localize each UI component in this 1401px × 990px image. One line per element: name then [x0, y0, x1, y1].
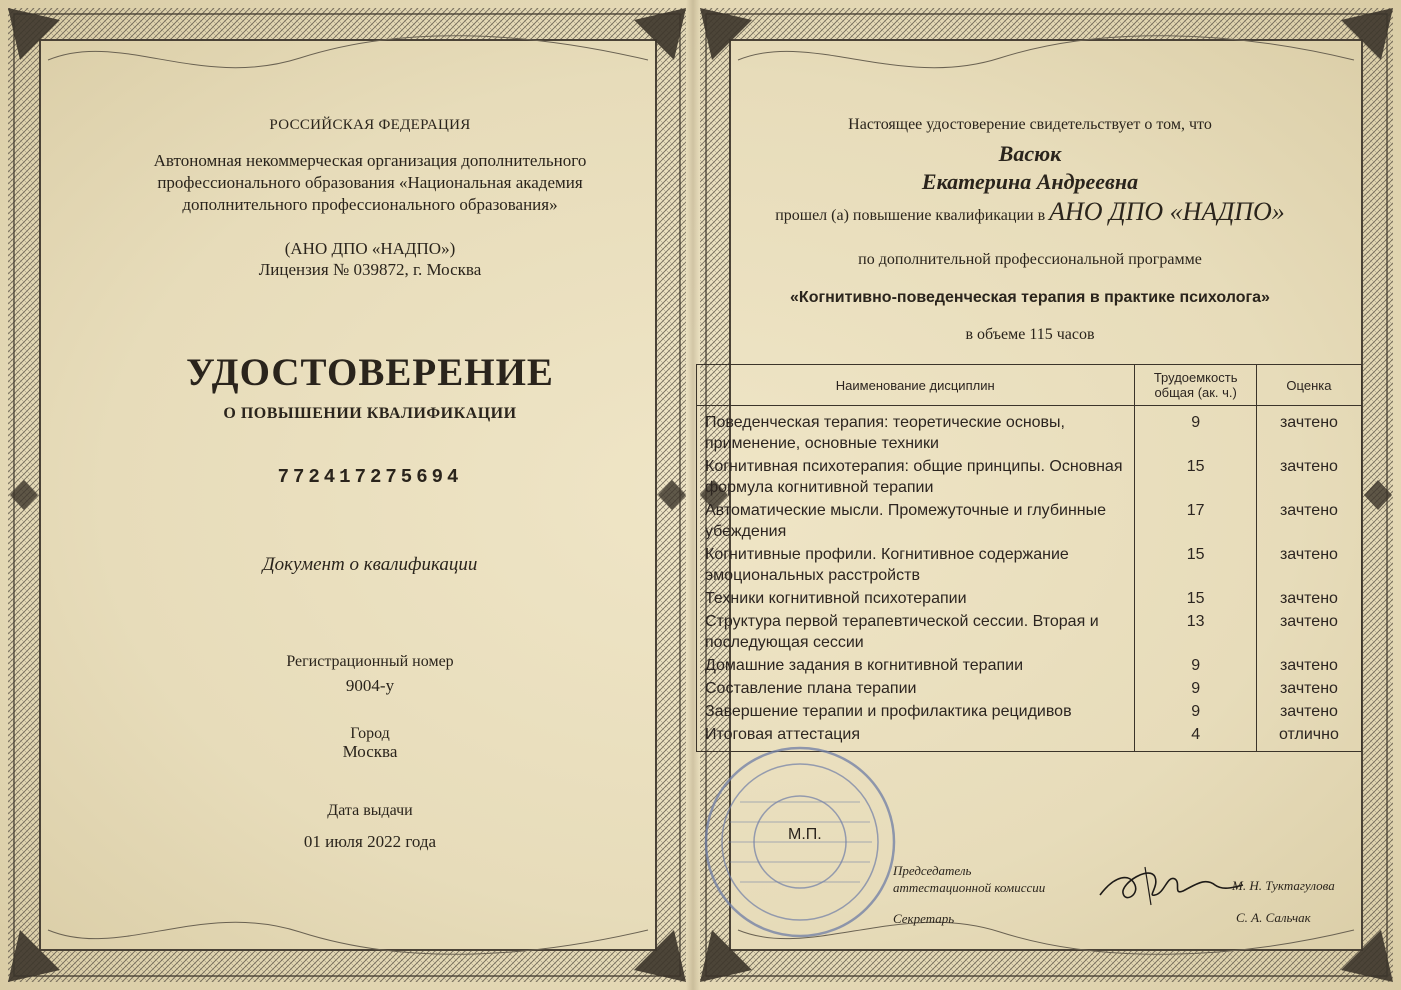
discipline-hours: 9 [1135, 677, 1256, 700]
discipline-hours: 9 [1135, 406, 1256, 456]
discipline-hours: 4 [1135, 723, 1256, 752]
recipient-name [700, 140, 1360, 196]
discipline-grade: зачтено [1256, 677, 1361, 700]
discipline-hours: 15 [1135, 543, 1256, 587]
discipline-name: Завершение терапии и профилактика рецидивов [697, 700, 1135, 723]
chair-label-line-1: Председатель [893, 863, 972, 878]
discipline-hours: 9 [1135, 700, 1256, 723]
issue-date-value: 01 июля 2022 года [303, 832, 437, 851]
organization-line-2: профессионального образования «Национальная академия [157, 173, 583, 192]
discipline-grade: зачтено [1256, 455, 1361, 499]
recipient-given-names: Екатерина Андреевна [921, 169, 1139, 194]
discipline-grade: зачтено [1256, 499, 1361, 543]
organization-line-3: дополнительного профессионального образования» [182, 195, 558, 214]
recipient-surname: Васюк [998, 141, 1062, 166]
header-hours: Трудоемкость общая (ак. ч.) [1135, 365, 1256, 406]
discipline-hours: 17 [1135, 499, 1256, 543]
registration-number-label: Регистрационный номер [286, 653, 454, 670]
certificate-intro: Настоящее удостоверение свидетельствует о том, что [848, 116, 1212, 133]
registration-number-value: 9004-у [345, 676, 395, 695]
discipline-hours: 15 [1135, 587, 1256, 610]
table-row [697, 654, 1362, 677]
discipline-name: Поведенческая терапия: теоретические основы, применение, основные техники [697, 406, 1135, 456]
discipline-name: Техники когнитивной психотерапии [697, 587, 1135, 610]
header-discipline: Наименование дисциплин [697, 365, 1135, 406]
table-row [697, 499, 1362, 543]
secretary-label: Секретарь [893, 911, 955, 926]
discipline-name: Структура первой терапевтической сессии. Вторая и последующая сессии [697, 610, 1135, 654]
program-name: «Когнитивно-поведенческая терапия в практике психолога» [790, 289, 1270, 306]
table-row [697, 587, 1362, 610]
discipline-grade: зачтено [1256, 406, 1361, 456]
discipline-grade: зачтено [1256, 587, 1361, 610]
discipline-hours: 13 [1135, 610, 1256, 654]
discipline-name: Итоговая аттестация [697, 723, 1135, 752]
discipline-grade: зачтено [1256, 700, 1361, 723]
table-row [697, 406, 1362, 456]
completion-text: прошел (а) повышение квалификации в [775, 207, 1046, 224]
certificate-number: 772417275694 [277, 466, 463, 488]
city-label: Город [350, 725, 390, 742]
document-title: УДОСТОВЕРЕНИЕ [186, 351, 554, 394]
issue-date-label: Дата выдачи [327, 802, 413, 819]
discipline-hours: 15 [1135, 455, 1256, 499]
chair-signature [1095, 855, 1245, 915]
table-header-row [697, 365, 1362, 406]
discipline-name: Когнитивная психотерапия: общие принципы. Основная формула когнитивной терапии [697, 455, 1135, 499]
table-row [697, 455, 1362, 499]
table-row [697, 610, 1362, 654]
document-type: Документ о квалификации [262, 554, 478, 575]
chair-label [893, 862, 1045, 896]
stamp-place-label: М.П. [788, 826, 822, 843]
abbreviation-text: (АНО ДПО «НАДПО») [284, 239, 456, 258]
discipline-grade: зачтено [1256, 654, 1361, 677]
program-label: по дополнительной профессиональной программе [858, 251, 1202, 268]
secretary-name: С. А. Сальчак [1236, 910, 1311, 925]
country-heading: РОССИЙСКАЯ ФЕДЕРАЦИЯ [269, 117, 471, 133]
discipline-name: Домашние задания в когнитивной терапии [697, 654, 1135, 677]
discipline-name: Автоматические мысли. Промежуточные и глубинные убеждения [697, 499, 1135, 543]
table-row [697, 677, 1362, 700]
organization-line-1: Автономная некоммерческая организация дополнительного [153, 151, 587, 170]
organization-name [60, 150, 680, 216]
discipline-hours: 9 [1135, 654, 1256, 677]
chair-label-line-2: аттестационной комиссии [893, 880, 1046, 895]
chair-name: М. Н. Туктагулова [1232, 878, 1335, 893]
table-row [697, 700, 1362, 723]
completion-statement [700, 197, 1360, 227]
city-value: Москва [342, 742, 398, 761]
document-subtitle: О ПОВЫШЕНИИ КВАЛИФИКАЦИИ [223, 405, 517, 422]
organization-abbreviation [60, 238, 680, 280]
discipline-grade: зачтено [1256, 543, 1361, 587]
table-row [697, 543, 1362, 587]
discipline-name: Составление плана терапии [697, 677, 1135, 700]
disciplines-table [696, 364, 1362, 752]
academy-name: АНО ДПО «НАДПО» [1049, 197, 1285, 226]
program-volume: в объеме 115 часов [965, 326, 1095, 343]
discipline-grade: зачтено [1256, 610, 1361, 654]
license-text: Лицензия № 039872, г. Москва [258, 260, 482, 279]
discipline-grade: отлично [1256, 723, 1361, 752]
header-grade: Оценка [1256, 365, 1361, 406]
discipline-name: Когнитивные профили. Когнитивное содержание эмоциональных расстройств [697, 543, 1135, 587]
